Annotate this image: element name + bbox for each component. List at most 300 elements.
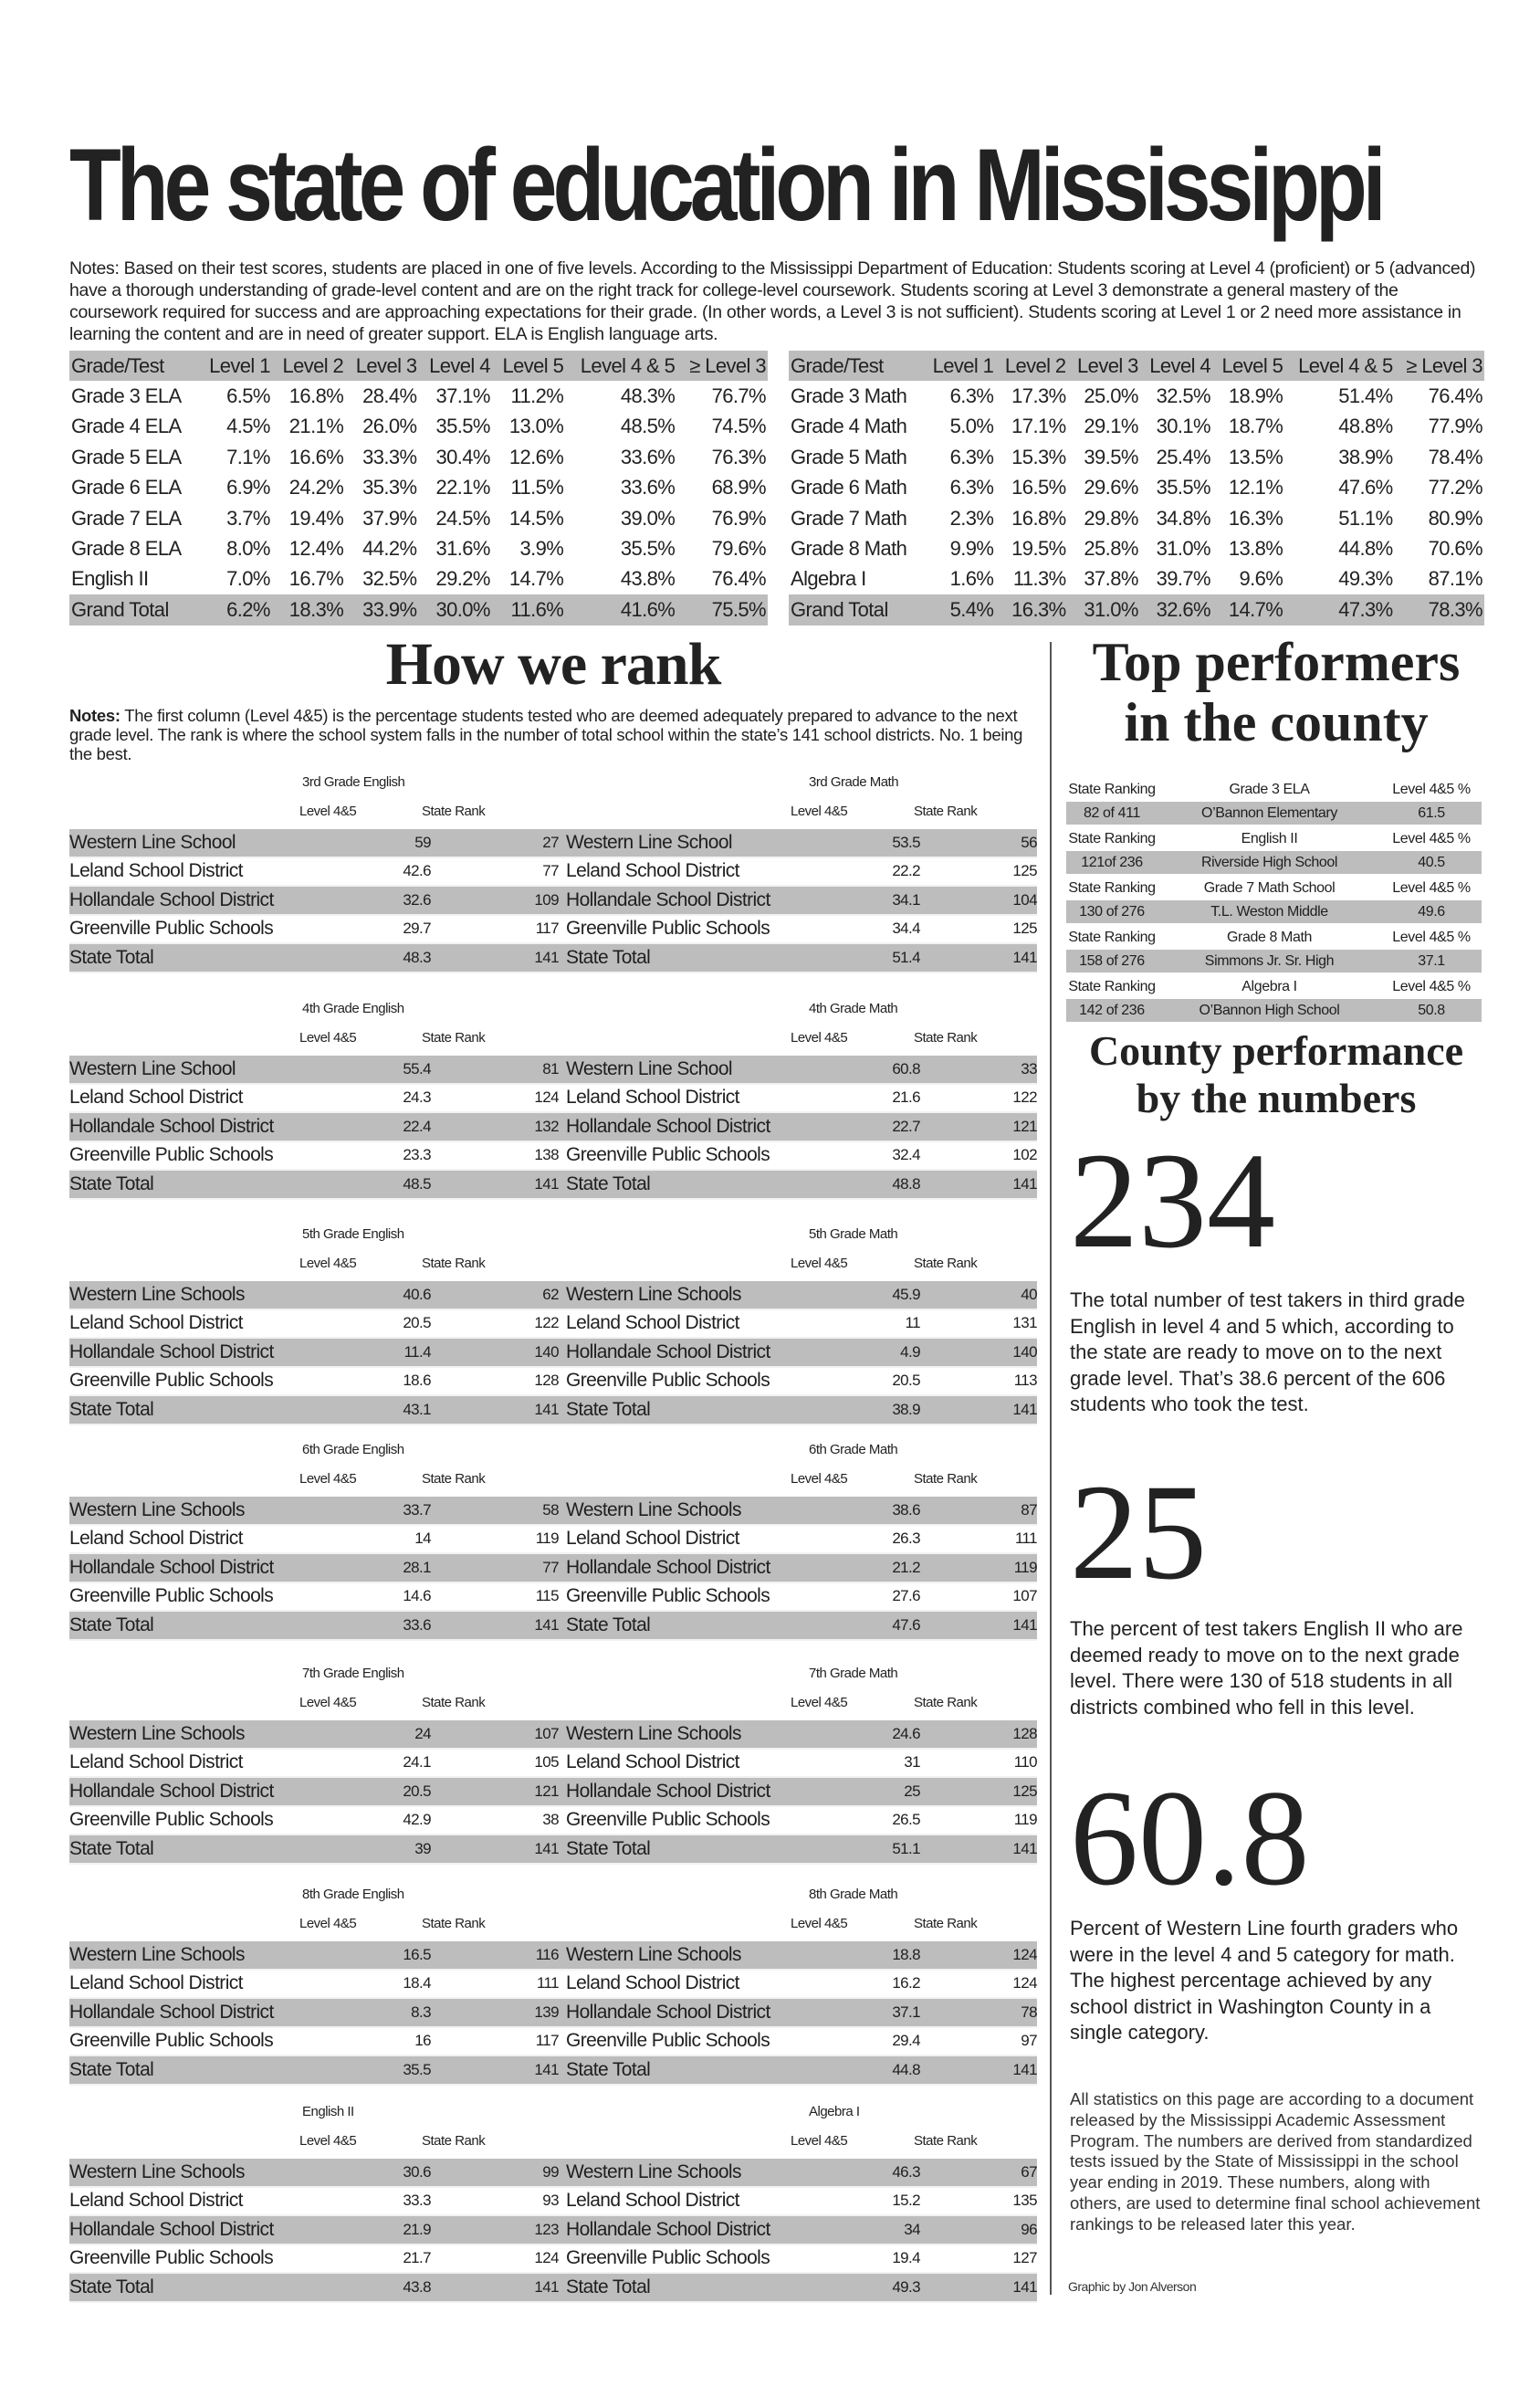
cell-value: 18.7% bbox=[1228, 415, 1283, 438]
row-label: Grade 6 ELA bbox=[71, 476, 182, 499]
state-rank: 141 bbox=[534, 1839, 559, 1857]
state-rank: 141 bbox=[534, 1174, 559, 1193]
col-header: ≥ Level 3 bbox=[1406, 353, 1482, 377]
row-label: Grade 4 ELA bbox=[71, 415, 182, 438]
cell-value: 22.1% bbox=[435, 476, 490, 499]
cell-value: 11.5% bbox=[510, 476, 564, 499]
district-name: Western Line Schools bbox=[69, 1498, 245, 1520]
cell-value: 15.3% bbox=[1011, 445, 1066, 468]
cell-value: 3.7% bbox=[226, 506, 270, 530]
state-rank: 109 bbox=[534, 890, 559, 909]
row-label: Grade 6 Math bbox=[791, 476, 907, 499]
cell-value: 11.2% bbox=[510, 384, 564, 408]
district-name: State Total bbox=[69, 1172, 154, 1194]
cell-value: 80.9% bbox=[1428, 506, 1482, 530]
level-value: 16 bbox=[414, 2032, 431, 2050]
left-subject-title: 8th Grade English bbox=[302, 1887, 404, 1902]
state-rank: 135 bbox=[1012, 2192, 1037, 2210]
level-pct: 49.6 bbox=[1418, 903, 1445, 920]
state-rank: 132 bbox=[534, 1117, 559, 1135]
level-value: 18.4 bbox=[403, 1974, 431, 1992]
table-row bbox=[69, 1941, 1037, 1971]
district-name: Western Line Schools bbox=[566, 1283, 741, 1305]
level-value: 59 bbox=[414, 833, 431, 851]
level-value: 42.9 bbox=[403, 1811, 431, 1829]
col-header: Level 2 bbox=[1004, 353, 1066, 377]
district-name: Greenville Public Schools bbox=[566, 2247, 770, 2269]
table-row bbox=[69, 2245, 1037, 2275]
cell-value: 3.9% bbox=[519, 537, 564, 561]
cell-value: 29.1% bbox=[1084, 415, 1138, 438]
cell-value: 8.0% bbox=[226, 537, 270, 561]
state-rank: 141 bbox=[1012, 1839, 1037, 1857]
state-rank: 97 bbox=[1021, 2032, 1037, 2050]
subject-label: Algebra I bbox=[1241, 979, 1297, 994]
right-subject-title: 6th Grade Math bbox=[809, 1442, 898, 1457]
table-row bbox=[789, 412, 1484, 442]
level-value: 38.9 bbox=[892, 1400, 920, 1418]
cell-value: 78.3% bbox=[1428, 597, 1482, 621]
level-value: 24.3 bbox=[403, 1088, 431, 1107]
cell-value: 76.4% bbox=[711, 567, 766, 591]
rank-col-header: State Rank bbox=[422, 1030, 486, 1046]
state-rank: 141 bbox=[1012, 1174, 1037, 1193]
subject-label: Grade 7 Math School bbox=[1203, 880, 1336, 896]
cell-value: 16.8% bbox=[1011, 506, 1066, 530]
level-col-header: Level 4&5 bbox=[299, 1471, 357, 1487]
cell-value: 16.6% bbox=[288, 445, 344, 468]
rank-block bbox=[69, 995, 1037, 1200]
level-value: 30.6 bbox=[403, 2162, 431, 2181]
cell-value: 33.3% bbox=[362, 445, 417, 468]
level-value: 46.3 bbox=[892, 2162, 920, 2181]
table-row bbox=[69, 1339, 1037, 1368]
rank-block bbox=[69, 769, 1037, 973]
cell-value: 78.4% bbox=[1428, 445, 1482, 468]
cell-value: 35.5% bbox=[435, 415, 490, 438]
state-rank: 141 bbox=[1012, 2060, 1037, 2078]
cell-value: 77.2% bbox=[1428, 476, 1482, 499]
table-row bbox=[69, 564, 768, 594]
level-value: 49.3 bbox=[892, 2277, 920, 2296]
state-rank: 140 bbox=[1012, 1342, 1037, 1361]
left-subject-title: English II bbox=[302, 2104, 354, 2119]
performer-label-row bbox=[1066, 778, 1482, 802]
source-note: All statistics on this page are according to a document released by the Mississippi Academic Assessment Program. The numbers are derived from standardized tests issued by the State of Mississippi in the school year ending in 2019. These numbers, along with others, are used to determine final school achievement rankings to be released later this year. bbox=[1070, 2089, 1481, 2234]
level-value: 33.7 bbox=[403, 1500, 431, 1519]
state-ranking: 158 of 276 bbox=[1079, 952, 1145, 969]
table-row bbox=[69, 1142, 1037, 1172]
cell-value: 2.3% bbox=[949, 506, 994, 530]
row-label: Grade 5 Math bbox=[791, 445, 907, 468]
cell-value: 39.0% bbox=[620, 506, 676, 530]
state-rank: 119 bbox=[1013, 1558, 1037, 1576]
performer-value-row bbox=[1066, 950, 1482, 972]
rank-col-header: State Rank bbox=[422, 1695, 486, 1710]
district-name: Western Line Schools bbox=[69, 2160, 245, 2182]
state-rank: 38 bbox=[542, 1811, 559, 1829]
row-label: Algebra I bbox=[791, 567, 866, 591]
district-name: State Total bbox=[69, 2276, 154, 2297]
top-performers-title bbox=[1066, 632, 1486, 752]
level-value: 32.4 bbox=[892, 1146, 920, 1164]
row-label: Grand Total bbox=[791, 597, 888, 621]
performer-value-row bbox=[1066, 851, 1482, 874]
cell-value: 5.0% bbox=[949, 415, 994, 438]
level-value: 20.5 bbox=[892, 1372, 920, 1390]
district-name: Greenville Public Schools bbox=[566, 1144, 770, 1166]
state-total-row bbox=[69, 1835, 1037, 1865]
rank-block-header bbox=[69, 995, 1037, 1056]
state-rank: 67 bbox=[1021, 2162, 1037, 2181]
table-row bbox=[69, 2188, 1037, 2217]
state-ranking: 121of 236 bbox=[1081, 854, 1143, 870]
right-subject-title: 8th Grade Math bbox=[809, 1887, 898, 1902]
pct-label: Level 4&5 % bbox=[1392, 831, 1471, 846]
graphic-credit: Graphic by Jon Alverson bbox=[1068, 2279, 1197, 2294]
state-rank: 111 bbox=[1014, 1530, 1037, 1548]
state-rank: 141 bbox=[1012, 1615, 1037, 1634]
state-rank: 141 bbox=[1012, 948, 1037, 966]
state-rank: 121 bbox=[1012, 1117, 1037, 1135]
level-value: 53.5 bbox=[892, 833, 920, 851]
rank-col-header: State Rank bbox=[422, 2133, 486, 2149]
pct-label: Level 4&5 % bbox=[1392, 930, 1471, 945]
level-col-header: Level 4&5 bbox=[299, 804, 357, 819]
level-value: 45.9 bbox=[892, 1285, 920, 1303]
level-value: 48.3 bbox=[403, 948, 431, 966]
table-row bbox=[69, 1497, 1037, 1526]
level-col-header: Level 4&5 bbox=[299, 1916, 357, 1931]
cell-value: 32.5% bbox=[362, 567, 417, 591]
district-name: Western Line Schools bbox=[566, 2160, 741, 2182]
level-value: 14.6 bbox=[403, 1587, 431, 1605]
col-header: Level 5 bbox=[502, 353, 564, 377]
cell-value: 38.9% bbox=[1338, 445, 1393, 468]
district-name: State Total bbox=[566, 2276, 651, 2297]
cell-value: 29.2% bbox=[435, 567, 490, 591]
level-value: 32.6 bbox=[403, 890, 431, 909]
district-name: Leland School District bbox=[566, 2190, 739, 2212]
state-rank: 111 bbox=[536, 1974, 559, 1992]
level-value: 14 bbox=[414, 1530, 431, 1548]
level-value: 24 bbox=[414, 1724, 431, 1742]
cell-value: 32.6% bbox=[1156, 597, 1211, 621]
cell-value: 7.1% bbox=[226, 445, 270, 468]
state-total-row bbox=[69, 2056, 1037, 2086]
level-value: 33.6 bbox=[403, 1615, 431, 1634]
cell-value: 29.6% bbox=[1084, 476, 1138, 499]
row-label: Grade 7 Math bbox=[791, 506, 907, 530]
pct-label: Level 4&5 % bbox=[1392, 782, 1471, 797]
cell-value: 37.1% bbox=[435, 384, 490, 408]
district-name: State Total bbox=[566, 1614, 651, 1635]
state-rank: 107 bbox=[534, 1724, 559, 1742]
district-name: Leland School District bbox=[69, 1751, 243, 1773]
cell-value: 48.8% bbox=[1338, 415, 1393, 438]
cell-value: 30.1% bbox=[1156, 415, 1211, 438]
table-header-row bbox=[69, 351, 768, 381]
row-label: Grade 8 Math bbox=[791, 537, 907, 561]
level-value: 27.6 bbox=[892, 1587, 920, 1605]
school-name: O’Bannon Elementary bbox=[1201, 804, 1337, 821]
cell-value: 14.5% bbox=[508, 506, 564, 530]
subject-label: Grade 3 ELA bbox=[1229, 782, 1310, 797]
cell-value: 25.0% bbox=[1084, 384, 1138, 408]
district-name: State Total bbox=[69, 1398, 154, 1420]
district-name: Leland School District bbox=[69, 1528, 243, 1550]
state-rank: 121 bbox=[534, 1782, 559, 1800]
level-value: 22.2 bbox=[892, 862, 920, 880]
state-rank: 33 bbox=[1021, 1059, 1037, 1078]
rank-block bbox=[69, 1881, 1037, 2086]
cell-value: 39.7% bbox=[1156, 567, 1211, 591]
district-name: State Total bbox=[69, 946, 154, 968]
district-name: State Total bbox=[566, 2058, 651, 2080]
level-value: 39 bbox=[414, 1839, 431, 1857]
table-row bbox=[69, 503, 768, 533]
district-name: Greenville Public Schools bbox=[69, 1370, 274, 1392]
cell-value: 24.5% bbox=[435, 506, 490, 530]
stat-number: 234 bbox=[1070, 1125, 1275, 1277]
level-value: 48.5 bbox=[403, 1174, 431, 1193]
school-name: O’Bannon High School bbox=[1199, 1002, 1340, 1018]
district-name: Hollandale School District bbox=[69, 2218, 274, 2240]
level-value: 29.7 bbox=[403, 920, 431, 938]
district-name: Western Line Schools bbox=[69, 1943, 245, 1965]
col-header: Level 1 bbox=[209, 353, 270, 377]
rank-block-header bbox=[69, 1881, 1037, 1941]
cell-value: 6.3% bbox=[949, 384, 994, 408]
cell-value: 30.4% bbox=[435, 445, 490, 468]
district-name: Leland School District bbox=[566, 1528, 739, 1550]
cell-value: 44.2% bbox=[362, 537, 417, 561]
cell-value: 39.5% bbox=[1084, 445, 1138, 468]
state-rank: 128 bbox=[1012, 1724, 1037, 1742]
rank-block bbox=[69, 1660, 1037, 1865]
title-line: Top performers bbox=[1092, 632, 1461, 692]
table-row bbox=[789, 381, 1484, 411]
row-label: Grade 8 ELA bbox=[71, 537, 182, 561]
level-value: 34.4 bbox=[892, 920, 920, 938]
district-name: State Total bbox=[566, 1837, 651, 1859]
level-value: 22.7 bbox=[892, 1117, 920, 1135]
state-rank: 124 bbox=[534, 1088, 559, 1107]
state-rank: 124 bbox=[1012, 1945, 1037, 1963]
level-col-header: Level 4&5 bbox=[791, 1256, 848, 1271]
subject-label: Grade 8 Math bbox=[1226, 930, 1313, 945]
level-value: 16.2 bbox=[892, 1974, 920, 1992]
right-subject-title: 3rd Grade Math bbox=[809, 774, 899, 790]
cell-value: 6.3% bbox=[949, 445, 994, 468]
cell-value: 9.9% bbox=[949, 537, 994, 561]
table-row bbox=[69, 1368, 1037, 1397]
district-name: Leland School District bbox=[69, 2190, 243, 2212]
district-name: Leland School District bbox=[566, 1312, 739, 1334]
state-rank: 125 bbox=[1012, 1782, 1037, 1800]
cell-value: 35.5% bbox=[620, 537, 676, 561]
cell-value: 47.6% bbox=[1338, 476, 1393, 499]
state-rank: 141 bbox=[534, 2060, 559, 2078]
level-value: 21.7 bbox=[403, 2249, 431, 2267]
right-subject-title: 7th Grade Math bbox=[809, 1666, 898, 1681]
level-value: 55.4 bbox=[403, 1059, 431, 1078]
col-header: Level 4 & 5 bbox=[1298, 353, 1393, 377]
performer-label-row bbox=[1066, 827, 1482, 851]
district-name: Hollandale School District bbox=[566, 1780, 770, 1802]
cell-value: 35.5% bbox=[1156, 476, 1211, 499]
rank-col-header: State Rank bbox=[422, 804, 486, 819]
level-value: 24.1 bbox=[403, 1753, 431, 1771]
col-header: Grade/Test bbox=[71, 353, 164, 377]
level-value: 43.1 bbox=[403, 1400, 431, 1418]
table-row bbox=[69, 887, 1037, 916]
district-name: Leland School District bbox=[566, 1751, 739, 1773]
rank-block bbox=[69, 1436, 1037, 1641]
state-rank: 124 bbox=[534, 2249, 559, 2267]
district-name: Leland School District bbox=[566, 1972, 739, 1994]
level-value: 51.1 bbox=[892, 1839, 920, 1857]
table-row bbox=[69, 858, 1037, 888]
state-rank: 123 bbox=[534, 2220, 559, 2238]
level-value: 42.6 bbox=[403, 862, 431, 880]
table-row bbox=[69, 2028, 1037, 2057]
state-total-row bbox=[69, 1612, 1037, 1641]
district-name: Hollandale School District bbox=[69, 1340, 274, 1362]
state-rank: 110 bbox=[1013, 1753, 1037, 1771]
district-name: Greenville Public Schools bbox=[566, 1809, 770, 1831]
cell-value: 18.3% bbox=[288, 597, 344, 621]
county-performance-title bbox=[1066, 1027, 1486, 1122]
level-pct: 50.8 bbox=[1418, 1002, 1445, 1018]
table-row bbox=[69, 916, 1037, 945]
state-rank: 113 bbox=[1013, 1372, 1037, 1390]
state-rank: 107 bbox=[1012, 1587, 1037, 1605]
pct-label: Level 4&5 % bbox=[1392, 979, 1471, 994]
level-pct: 61.5 bbox=[1418, 804, 1445, 821]
left-subject-title: 6th Grade English bbox=[302, 1442, 404, 1457]
cell-value: 76.3% bbox=[711, 445, 766, 468]
ela-summary-table bbox=[69, 351, 768, 626]
school-name: Riverside High School bbox=[1200, 854, 1337, 870]
cell-value: 1.6% bbox=[949, 567, 994, 591]
level-value: 51.4 bbox=[892, 948, 920, 966]
state-rank: 104 bbox=[1012, 890, 1037, 909]
rank-col-header: State Rank bbox=[914, 804, 978, 819]
cell-value: 33.6% bbox=[620, 445, 676, 468]
rank-col-header: State Rank bbox=[914, 1695, 978, 1710]
cell-value: 33.6% bbox=[620, 476, 676, 499]
rank-block-header bbox=[69, 769, 1037, 829]
level-value: 21.2 bbox=[892, 1558, 920, 1576]
state-rank: 141 bbox=[534, 1615, 559, 1634]
state-rank: 128 bbox=[534, 1372, 559, 1390]
state-rank: 115 bbox=[535, 1587, 559, 1605]
table-row bbox=[69, 2216, 1037, 2245]
state-rank: 87 bbox=[1021, 1500, 1037, 1519]
left-subject-title: 5th Grade English bbox=[302, 1226, 404, 1242]
rank-col-header: State Rank bbox=[914, 1256, 978, 1271]
district-name: Hollandale School District bbox=[69, 1556, 274, 1578]
cell-value: 32.5% bbox=[1156, 384, 1211, 408]
state-ranking: 130 of 276 bbox=[1079, 903, 1145, 920]
column-divider bbox=[1050, 642, 1052, 2295]
state-rank: 105 bbox=[534, 1753, 559, 1771]
state-rank: 27 bbox=[542, 833, 559, 851]
state-rank: 125 bbox=[1012, 862, 1037, 880]
district-name: Hollandale School District bbox=[69, 888, 274, 910]
rank-block-header bbox=[69, 1221, 1037, 1281]
col-header: Level 1 bbox=[932, 353, 994, 377]
state-rank: 122 bbox=[534, 1314, 559, 1332]
cell-value: 6.2% bbox=[226, 597, 270, 621]
state-rank: 116 bbox=[535, 1945, 559, 1963]
district-name: State Total bbox=[566, 1398, 651, 1420]
row-label: Grade 7 ELA bbox=[71, 506, 182, 530]
stat-description: The total number of test takers in third grade English in level 4 and 5 which, according to the state are ready to move on to the next grade level. That’s 38.6 percent of the 606 students who took the test. bbox=[1070, 1288, 1465, 1415]
state-rank: 119 bbox=[1013, 1811, 1037, 1829]
district-name: State Total bbox=[69, 1614, 154, 1635]
rank-col-header: State Rank bbox=[914, 1916, 978, 1931]
district-name: Western Line Schools bbox=[566, 1498, 741, 1520]
level-value: 44.8 bbox=[892, 2060, 920, 2078]
district-name: Western Line Schools bbox=[566, 1943, 741, 1965]
cell-value: 6.3% bbox=[949, 476, 994, 499]
level-col-header: Level 4&5 bbox=[791, 1471, 848, 1487]
col-header: Grade/Test bbox=[791, 353, 884, 377]
level-value: 18.8 bbox=[892, 1945, 920, 1963]
ranking-label: State Ranking bbox=[1068, 831, 1156, 846]
col-header: Level 5 bbox=[1221, 353, 1283, 377]
table-row bbox=[69, 1971, 1037, 2000]
cell-value: 28.4% bbox=[362, 384, 417, 408]
table-row bbox=[69, 1807, 1037, 1836]
table-row bbox=[69, 412, 768, 442]
table-row bbox=[69, 1750, 1037, 1779]
cell-value: 26.0% bbox=[362, 415, 417, 438]
row-label: Grade 3 ELA bbox=[71, 384, 182, 408]
school-name: T.L. Weston Middle bbox=[1210, 903, 1328, 920]
state-rank: 56 bbox=[1021, 833, 1037, 851]
level-value: 28.1 bbox=[403, 1558, 431, 1576]
title-line: in the county bbox=[1124, 692, 1429, 752]
ranking-label: State Ranking bbox=[1068, 782, 1156, 797]
left-subject-title: 3rd Grade English bbox=[302, 774, 405, 790]
state-rank: 77 bbox=[542, 862, 559, 880]
district-name: Western Line Schools bbox=[69, 1283, 245, 1305]
state-total-row bbox=[69, 1396, 1037, 1425]
table-row bbox=[789, 564, 1484, 594]
level-value: 19.4 bbox=[892, 2249, 920, 2267]
cell-value: 12.4% bbox=[288, 537, 344, 561]
cell-value: 35.3% bbox=[362, 476, 417, 499]
rank-col-header: State Rank bbox=[422, 1471, 486, 1487]
stat-number: 60.8 bbox=[1070, 1762, 1310, 1914]
table-row bbox=[789, 533, 1484, 563]
cell-value: 16.5% bbox=[1011, 476, 1066, 499]
row-label: Grand Total bbox=[71, 597, 169, 621]
table-row bbox=[69, 1554, 1037, 1583]
district-name: Hollandale School District bbox=[69, 1780, 274, 1802]
grand-total-row bbox=[789, 594, 1484, 625]
state-rank: 93 bbox=[542, 2192, 559, 2210]
state-total-row bbox=[69, 1171, 1037, 1200]
level-col-header: Level 4&5 bbox=[299, 1030, 357, 1046]
cell-value: 16.3% bbox=[1011, 597, 1066, 621]
state-rank: 78 bbox=[1021, 2003, 1037, 2021]
district-name: Greenville Public Schools bbox=[566, 918, 770, 940]
cell-value: 76.4% bbox=[1428, 384, 1482, 408]
